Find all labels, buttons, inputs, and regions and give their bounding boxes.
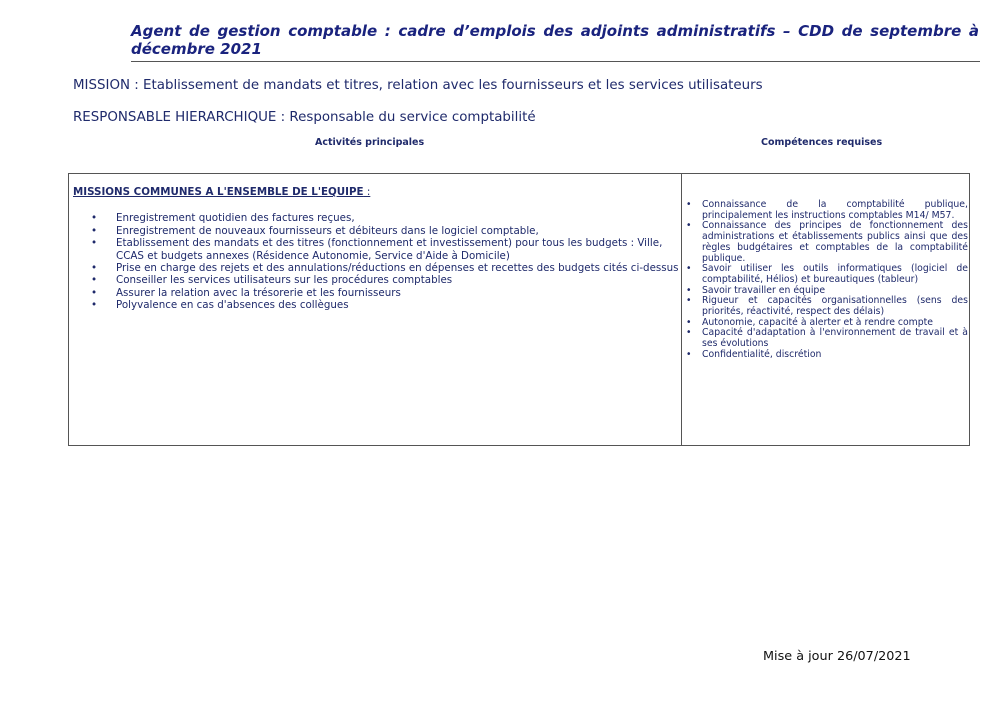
activites-column-header: Activités principales xyxy=(315,137,425,148)
section-heading-text: MISSIONS COMMUNES A L'ENSEMBLE DE L'EQUIPE xyxy=(73,186,364,198)
competences-column-header: Compétences requises xyxy=(761,137,883,148)
section-heading-colon: : xyxy=(363,186,371,198)
activites-cell xyxy=(73,186,679,312)
list-item: • Rigueur et capacités organisationnelles (sens des priorités, réactivité, respect des délais) xyxy=(685,296,968,317)
list-item: • Confidentialité, discrétion xyxy=(685,350,968,361)
mission-line: MISSION : Etablissement de mandats et titres, relation avec les fournisseurs et les services utilisateurs xyxy=(73,78,763,93)
list-item: • Capacité d'adaptation à l'environnement de travail et à ses évolutions xyxy=(685,328,968,349)
list-item: • Autonomie, capacité à alerter et à rendre compte xyxy=(685,318,968,329)
table-column-divider xyxy=(681,173,682,446)
update-date: Mise à jour 26/07/2021 xyxy=(763,649,911,664)
document-title: Agent de gestion comptable : cadre d’emplois des adjoints administratifs – CDD de septembre à décembre 2021 xyxy=(131,22,979,58)
list-item: • Enregistrement de nouveaux fournisseurs et débiteurs dans le logiciel comptable, xyxy=(73,225,679,237)
list-item: • Savoir utiliser les outils informatiques (logiciel de comptabilité, Hélios) et bureautiques (tableur) xyxy=(685,264,968,285)
title-underline xyxy=(131,61,980,62)
list-item: • Enregistrement quotidien des factures reçues, xyxy=(73,212,679,224)
section-heading xyxy=(73,186,679,198)
competences-cell xyxy=(685,200,968,361)
list-item: • Connaissance de la comptabilité publique, principalement les instructions comptables M14/ M57. xyxy=(685,200,968,221)
list-item: • Assurer la relation avec la trésorerie et les fournisseurs xyxy=(73,287,679,299)
responsable-line: RESPONSABLE HIERARCHIQUE : Responsable du service comptabilité xyxy=(73,110,536,125)
list-item: • Prise en charge des rejets et des annulations/réductions en dépenses et recettes des budgets cités ci-dessus xyxy=(73,262,679,274)
list-item: • Conseiller les services utilisateurs sur les procédures comptables xyxy=(73,274,679,286)
list-item: • Etablissement des mandats et des titres (fonctionnement et investissement) pour tous les budgets : Ville, CCAS et budgets annexes (Résidence Autonomie, Service d'Aide à Domicile) xyxy=(73,237,679,262)
list-item: • Savoir travailler en équipe xyxy=(685,286,968,297)
competences-list xyxy=(685,200,968,361)
activites-list xyxy=(73,212,679,311)
list-item: • Polyvalence en cas d'absences des collègues xyxy=(73,299,679,311)
list-item: • Connaissance des principes de fonctionnement des administrations et établissements publics ainsi que des règles budgétaires et comptables de la comptabilité publique. xyxy=(685,221,968,264)
